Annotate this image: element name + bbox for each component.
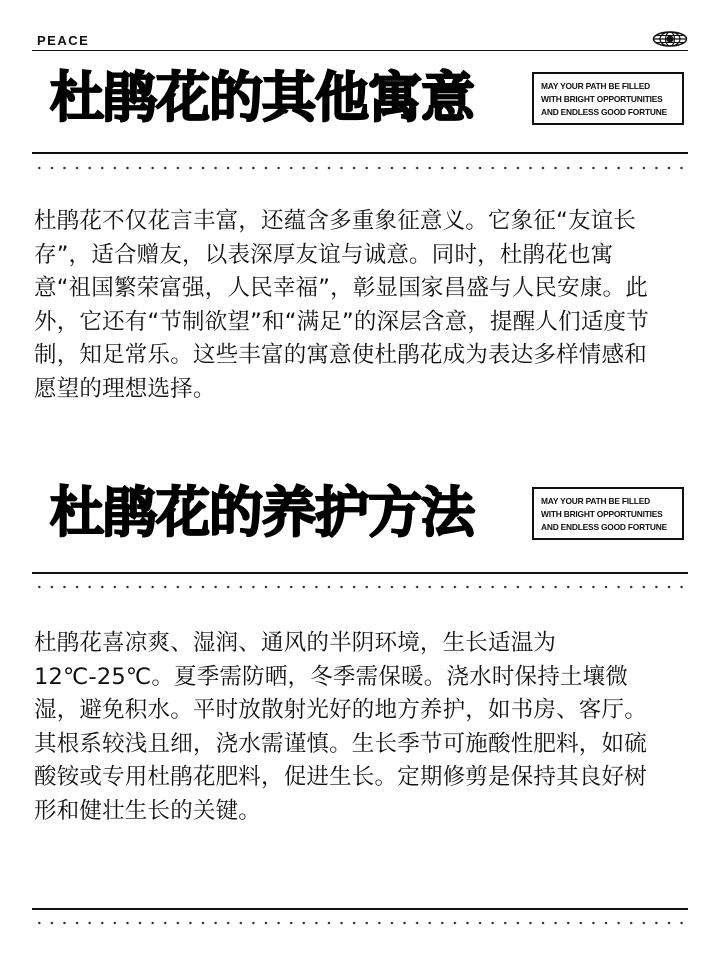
- footer-divider-line: [32, 908, 688, 910]
- motto-line: WITH BRIGHT OPPORTUNITIES: [541, 94, 663, 104]
- globe-icon: [652, 31, 688, 47]
- motto-line: MAY YOUR PATH BE FILLED: [541, 496, 650, 506]
- section-body-meanings: [34, 205, 664, 407]
- dotted-divider: [33, 585, 689, 589]
- brand-label: PEACE: [37, 33, 90, 48]
- section-title-care: 杜鹃花的养护方法: [50, 481, 474, 544]
- section-body-care: [34, 627, 664, 829]
- paragraph: 杜鹃花喜凉爽、湿润、通风的半阴环境，生长适温为12℃-25℃。夏季需防晒，冬季需保暖。浇水时保持土壤微湿，避免积水。平时放散射光好的地方养护，如书房、客厅。其根系较浅且细，浇水需谨慎。生长季节可施酸性肥料，如硫酸铵或专用杜鹃花肥料，促进生长。定期修剪是保持其良好树形和健壮生长的关键。: [34, 630, 647, 824]
- dotted-divider: [33, 166, 689, 170]
- motto-line: WITH BRIGHT OPPORTUNITIES: [541, 509, 663, 519]
- paragraph: 杜鹃花不仅花言丰富，还蕴含多重象征意义。它象征“友谊长存”，适合赠友，以表深厚友谊与诚意。同时，杜鹃花也寓意“祖国繁荣富强，人民幸福”，彰显国家昌盛与人民安康。此外，它还有“节制欲望”和“满足”的深层含意，提醒人们适度节制，知足常乐。这些丰富的寓意使杜鹃花成为表达多样情感和愿望的理想选择。: [34, 208, 649, 402]
- page-header: [32, 30, 688, 51]
- section-divider-line: [32, 572, 688, 574]
- motto-line: MAY YOUR PATH BE FILLED: [541, 81, 650, 91]
- motto-box: [532, 487, 684, 540]
- section-title-meanings: 杜鹃花的其他寓意: [50, 66, 474, 129]
- motto-line: AND ENDLESS GOOD FORTUNE: [541, 107, 667, 117]
- motto-line: AND ENDLESS GOOD FORTUNE: [541, 522, 667, 532]
- footer-dotted-divider: [33, 921, 689, 925]
- motto-box: [532, 72, 684, 125]
- section-divider-line: [32, 152, 688, 154]
